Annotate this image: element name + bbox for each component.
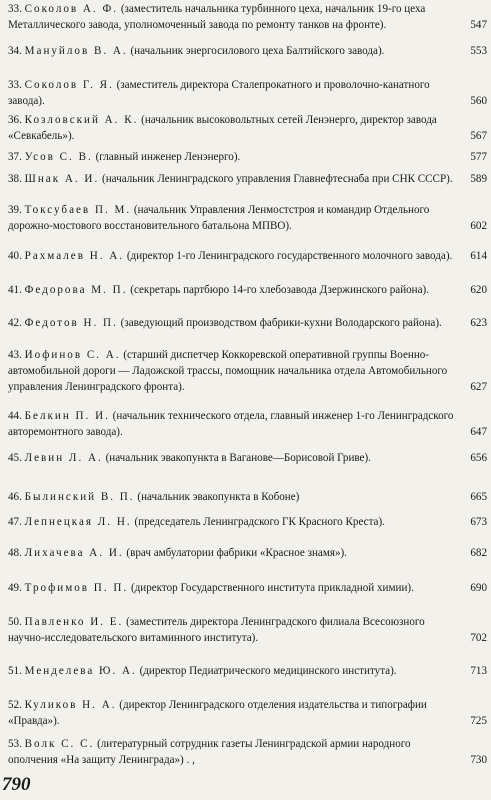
entry-name: Федотов Н. П. [24, 317, 118, 329]
entry-name: Мануйлов В. А. [24, 45, 128, 57]
entry-name: Былинский В. П. [24, 491, 135, 503]
entry-number: 49. [8, 582, 22, 594]
entry-description: (начальник высоковольтных сетей Ленэнерго, директор завода «Севкабель»). [8, 114, 437, 142]
entry-name: Соколов А. Ф. [24, 3, 119, 15]
toc-entry [8, 150, 487, 166]
toc-entry [8, 78, 487, 110]
entry-name: Лепнецкая Л. Н. [24, 516, 132, 528]
entry-name: Токсубаев П. М. [24, 204, 132, 216]
entry-number: 40. [8, 250, 22, 262]
entry-description: (директор 1-го Ленинградского государственного молочного завода). [126, 250, 453, 262]
entry-page: 553 [470, 45, 487, 57]
toc-entry [8, 737, 487, 769]
entry-description: (заместитель директора Сталепрокатного и проволочно-канатного завода). [8, 79, 430, 107]
entry-description: (начальник энергосилового цеха Балтийского завода). [130, 45, 385, 57]
toc-entry [8, 581, 487, 597]
entry-description: (заместитель директора Ленинградского филиала Всесоюзного научно-исследовательского витаминного института). [8, 616, 425, 644]
entry-number: 46. [8, 491, 22, 503]
entry-page: 623 [470, 317, 487, 329]
entry-description: (главный инженер Ленэнерго). [95, 151, 241, 163]
entry-name: Волк С. С. [24, 738, 95, 750]
toc-entry [8, 490, 487, 506]
entry-name: Рахмалев Н. А. [24, 250, 125, 262]
entry-number: 47. [8, 516, 22, 528]
entry-description: (начальник Управления Ленмостстроя и командир Отдельного дорожно-мостового восстановительного батальона МПВО). [8, 204, 430, 232]
entry-number: 45. [8, 452, 22, 464]
entry-description: (начальник Ленинградского управления Главнефтеснаба при СНК СССР). [102, 173, 453, 185]
toc-entry [8, 698, 487, 730]
toc-entry [8, 172, 487, 188]
entry-page: 665 [470, 491, 487, 503]
toc-entry [8, 546, 487, 562]
entry-page: 730 [470, 753, 487, 766]
entry-description: (директор Государственного института прикладной химии). [130, 582, 414, 594]
entry-page: 713 [470, 665, 487, 677]
entry-page: 656 [470, 452, 487, 464]
entry-number: 53. [8, 738, 22, 750]
entry-number: 52. [8, 699, 22, 711]
toc-entry [8, 615, 487, 647]
entry-name: Трофимов П. П. [24, 582, 129, 594]
entry-description: (врач амбулатории фабрики «Красное знамя»). [126, 547, 347, 559]
entry-description: (заместитель начальника турбинного цеха, начальник 19-го цеха Металлического завода, уполномоченный завода по ремонту танков на фронте). [8, 3, 426, 31]
entry-name: Левин Л. А. [24, 452, 103, 464]
entry-description: (начальник эвакопункта в Кобоне) [137, 491, 300, 503]
entry-name: Шнак А. И. [24, 173, 100, 185]
toc-entry [8, 2, 487, 34]
entry-number: 34. [8, 45, 22, 57]
entry-description: (председатель Ленинградского ГК Красного Креста). [134, 516, 385, 528]
entry-number: 41. [8, 284, 22, 296]
entry-number: 44. [8, 410, 22, 422]
entry-number: 33. [8, 79, 22, 91]
entry-page: 725 [470, 714, 487, 727]
toc-entry [8, 348, 487, 395]
entry-page: 690 [470, 582, 487, 594]
toc-entry [8, 515, 487, 531]
toc-entry [8, 203, 487, 235]
toc-entry [8, 664, 487, 680]
entry-description: (начальник технического отдела, главный инженер 1-го Ленинградского авторемонтного завода). [8, 410, 454, 438]
entry-number: 39. [8, 204, 22, 216]
entry-name: Иофинов С. А. [24, 349, 121, 361]
entry-page: 567 [470, 129, 487, 142]
toc-entry [8, 249, 487, 265]
entry-name: Белкин П. И. [24, 410, 110, 422]
toc-entry [8, 443, 487, 473]
entry-name: Козловский А. К. [24, 114, 139, 126]
entry-number: 43. [8, 349, 22, 361]
entry-number: 37. [8, 151, 22, 163]
entry-name: Павленко И. Е. [24, 616, 124, 628]
entry-number: 33. [8, 3, 22, 15]
entry-name: Усов С. В. [24, 151, 93, 163]
entry-description: (старший диспетчер Коккоревской оперативной группы Военно-автомобильной дороги — Ладожской трассы, помощник начальника отдела Автомобильного управления Ленинградского фронта). [8, 349, 448, 393]
entry-page: 560 [470, 94, 487, 107]
toc-entry [8, 113, 487, 145]
entry-name: Федорова М. П. [24, 284, 128, 296]
entry-description: (заведующий производством фабрики-кухни Володарского района). [120, 317, 442, 329]
toc-entry [8, 409, 487, 441]
entry-number: 38. [8, 173, 22, 185]
entry-description: (литературный сотрудник газеты Ленинградской армии народного ополчения «На защиту Ленинграда») . , [8, 738, 411, 766]
entry-page: 577 [470, 151, 487, 163]
entry-name: Лихачева А. И. [24, 547, 124, 559]
entry-page: 620 [470, 284, 487, 296]
entry-name: Куликов Н. А. [24, 699, 117, 711]
entry-description: (директор Ленинградского отделения издательства и типографии «Правда»). [8, 699, 427, 727]
entry-page: 602 [470, 219, 487, 232]
entry-number: 36. [8, 114, 22, 126]
entry-page: 589 [470, 173, 487, 185]
entry-page: 627 [470, 380, 487, 393]
entry-number: 42. [8, 317, 22, 329]
entry-page: 702 [470, 631, 487, 644]
entry-name: Соколов Г. Я. [24, 79, 114, 91]
entry-page: 682 [470, 547, 487, 559]
toc-entry [8, 44, 487, 60]
page-number: 790 [2, 774, 31, 795]
entry-number: 48. [8, 547, 22, 559]
entry-page: 547 [470, 18, 487, 31]
entry-page: 647 [470, 425, 487, 438]
entry-page: 614 [470, 250, 487, 262]
entry-name: Менделева Ю. А. [24, 665, 137, 677]
entry-number: 50. [8, 616, 22, 628]
entry-number: 51. [8, 665, 22, 677]
toc-entry [8, 283, 487, 299]
entry-description: (директор Педиатрического медицинского института). [139, 665, 397, 677]
toc-entry [8, 316, 487, 332]
entry-page: 673 [470, 516, 487, 528]
entry-description: (секретарь партбюро 14-го хлебозавода Дзержинского района). [130, 284, 430, 296]
entry-description: (начальник эвакопункта в Ваганове—Борисовой Гриве). [105, 452, 371, 464]
